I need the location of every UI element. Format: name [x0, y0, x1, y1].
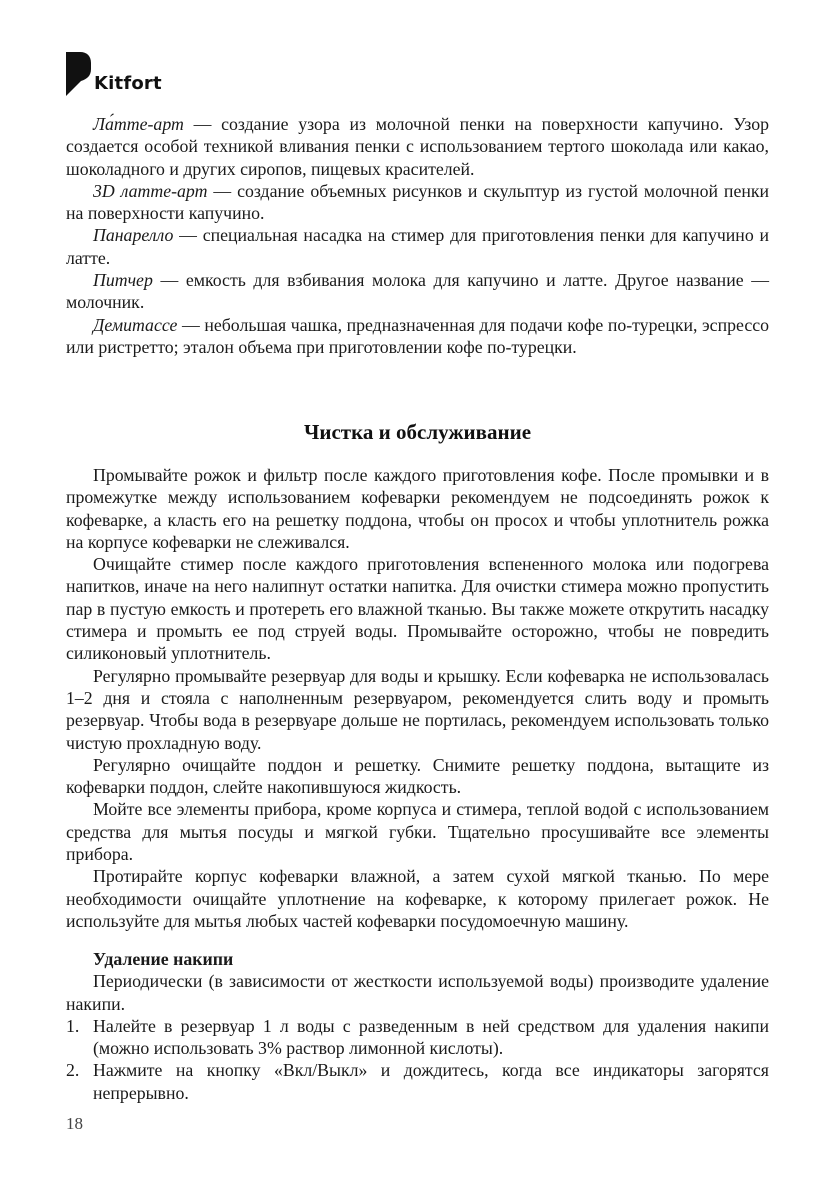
glossary-term: Демитассе [93, 314, 178, 335]
page-number: 18 [66, 1114, 83, 1133]
paragraph: Регулярно очищайте поддон и решетку. Снимите решетку поддона, вытащите из кофеварки поддон, слейте накопившуюся жидкость. [66, 754, 769, 798]
step-number: 2. [66, 1060, 80, 1081]
glossary-term: Ла́тте-арт [93, 114, 184, 134]
glossary-entry [66, 269, 769, 314]
steps-list [66, 1015, 769, 1104]
step-number: 1. [66, 1015, 80, 1036]
glossary-definition: — создание узора из молочной пенки на поверхности капучино. Узор создается особой техникой вливания пенки с использованием тертого шоколада или какао, шоколадного и других сиропов, пищевых красителей. [66, 114, 769, 179]
glossary-term: 3D латте-арт [93, 180, 208, 201]
step-text: Налейте в резервуар 1 л воды с разведенным в ней средством для удаления накипи (можно использовать 3% раствор лимонной кислоты). [93, 1015, 769, 1059]
brand-name: Kitfort [94, 73, 162, 94]
list-item [66, 1059, 769, 1104]
paragraph: Промывайте рожок и фильтр после каждого приготовления кофе. После промывки и в промежутке между использованием кофеварки рекомендуем не подсоединять рожок к кофеварке, а класть его на решетку поддона, чтобы он просох и чтобы уплотнитель рожка на корпусе кофеварки не слеживался. [66, 465, 769, 552]
list-item [66, 1015, 769, 1060]
glossary-definition: — специальная насадка на стимер для приготовления пенки для капучино и латте. [66, 225, 769, 268]
subsection-title: Удаление накипи [93, 949, 234, 969]
paragraph: Очищайте стимер после каждого приготовления вспененного молока или подогрева напитков, иначе на него налипнут остатки напитка. Для очистки стимера можно пропустить пар в пустую емкость и протереть его влажной тканью. Вы также можете открутить насадку стимера и промыть ее под струей воды. Промывайте осторожно, чтобы не повредить силиконовый уплотнитель. [66, 554, 769, 664]
cleaning-section [66, 464, 769, 932]
glossary-entry [66, 314, 769, 359]
glossary-term: Панарелло [93, 225, 174, 246]
glossary-definition: — емкость для взбивания молока для капучино и латте. Другое название — молочник. [66, 270, 769, 313]
brand-logo [64, 50, 162, 96]
step-text: Нажмите на кнопку «Вкл/Выкл» и дождитесь, когда все индикаторы загорятся непрерывно. [93, 1060, 769, 1103]
paragraph: Протирайте корпус кофеварки влажной, а затем сухой мягкой тканью. По мере необходимости очищайте уплотнение на кофеварке, к которому прилегает рожок. Не используйте для мытья любых частей кофеварки посудомоечную машину. [66, 866, 769, 931]
glossary-entry [66, 180, 769, 225]
glossary-entry [66, 113, 769, 180]
glossary-definition: — небольшая чашка, предназначенная для подачи кофе по-турецки, эспрессо или ристретто; эталон объема при приготовлении кофе по-турецки. [66, 314, 769, 357]
paragraph: Периодически (в зависимости от жесткости используемой воды) производите удаление накипи. [66, 971, 769, 1014]
section-title: Чистка и обслуживание [303, 420, 532, 444]
kitfort-logo-icon [64, 52, 92, 96]
paragraph: Мойте все элементы прибора, кроме корпуса и стимера, теплой водой с использованием средства для мытья посуды и мягкой губки. Тщательно просушивайте все элементы прибора. [66, 799, 769, 865]
section-title-wrap [66, 420, 769, 445]
glossary-term: Питчер [93, 270, 153, 291]
paragraph: Регулярно промывайте резервуар для воды и крышку. Если кофеварка не использовалась 1–2 дня и стояла с наполненным резервуаром, рекомендуется слить воду и промыть резервуар. Чтобы вода в резервуаре дольше не портилась, рекомендуем использовать только чистую прохладную воду. [66, 665, 769, 753]
glossary-definition: — создание объемных рисунков и скульптур из густой молочной пенки на поверхности капучино. [66, 180, 770, 224]
glossary-entry [66, 224, 769, 269]
glossary [66, 113, 769, 358]
descaling-section [66, 948, 769, 1104]
